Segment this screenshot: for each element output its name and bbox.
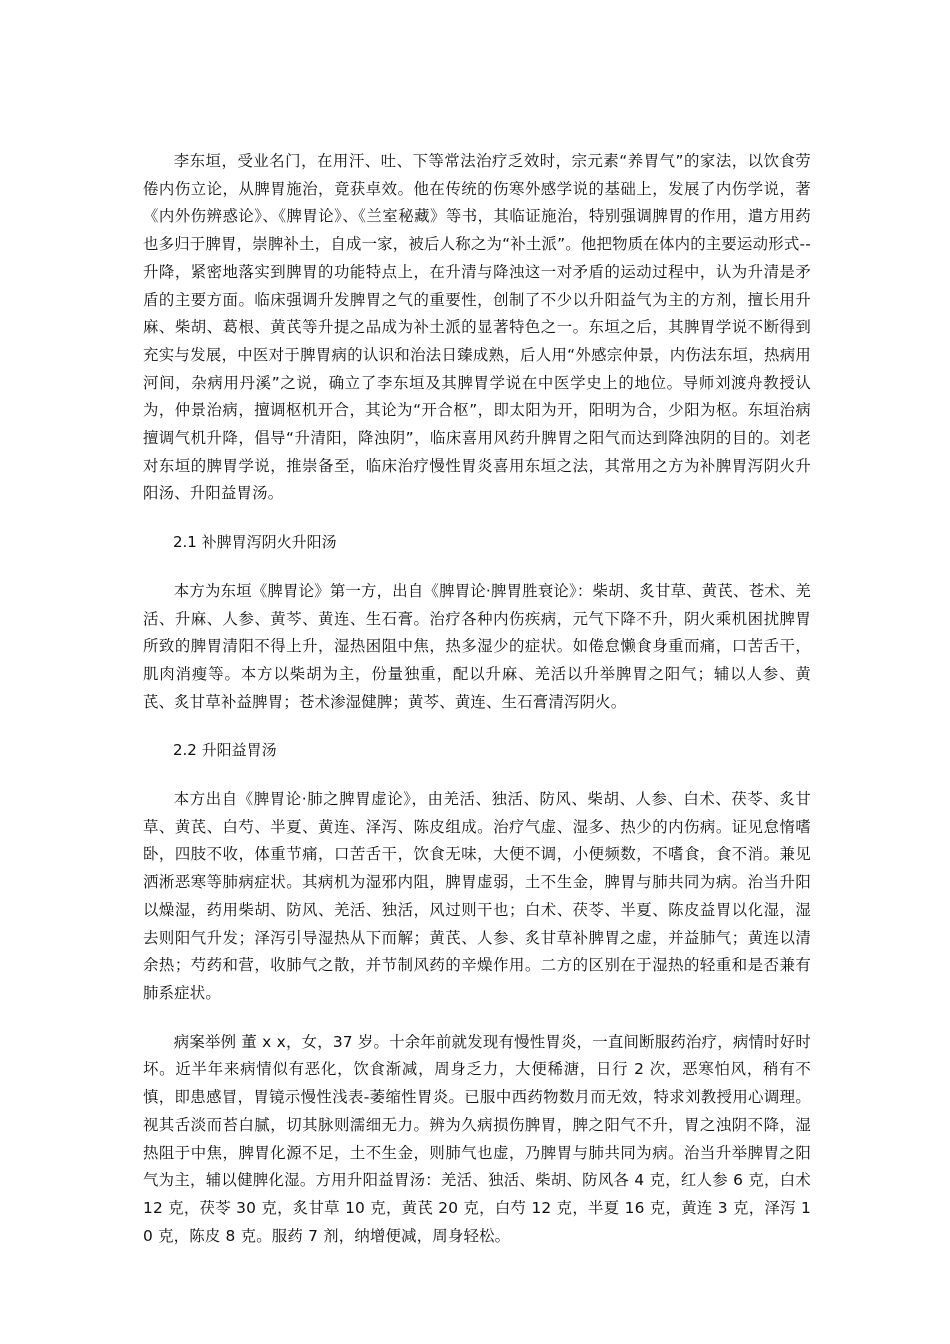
section-2-2-paragraph: 本方出自《脾胃论·肺之脾胃虚论》，由羌活、独活、防风、柴胡、人参、白术、茯苓、炙甘草、黄芪、白芍、半夏、黄连、泽泻、陈皮组成。治疗气虚、湿多、热少的内伤病。证见怠惰嗜卧，四肢不收，体重节痛，口苦舌干，饮食无味，大便不调，小便频数，不嗜食，食不消。兼见洒淅恶寒等肺病症状。其病机为湿邪内阻，脾胃虚弱，土不生金，脾胃与肺共同为病。治当升阳以燥湿，药用柴胡、防风、羌活、独活，风过则干也；白术、茯苓、半夏、陈皮益胃以化湿，湿去则阳气升发；泽泻引导湿热从下而解；黄芪、人参、炙甘草补脾胃之虚，并益肺气；黄连以清余热；芍药和营，收肺气之散，并节制风药的辛燥作用。二方的区别在于湿热的轻重和是否兼有肺系症状。 [143, 790, 811, 1002]
case-example-paragraph: 病案举例 董 x x，女，37 岁。十余年前就发现有慢性胃炎，一直间断服药治疗，病情时好时坏。近半年来病情似有恶化，饮食渐减，周身乏力，大便稀溏，日行 2 次，恶寒怕风，稍有不慎，即患感冒，胃镜示慢性浅表-萎缩性胃炎。已服中西药物数月而无效，特求刘教授用心调理。视其舌淡而苔白腻，切其脉则濡细无力。辨为久病损伤脾胃，脾之阳气不升，胃之浊阴不降，湿热阻于中焦，脾胃化源不足，土不生金，则肺气也虚，乃脾胃与肺共同为病。治当升举脾胃之阳气为主，辅以健脾化湿。方用升阳益胃汤：羌活、独活、柴胡、防风各 4 克，红人参 6 克，白术 12 克，茯苓 30 克，炙甘草 10 克，黄芪 20 克，白芍 12 克，半夏 16 克，黄连 3 克，泽泻 10 克，陈皮 8 克。服药 7 剂，纳增便减，周身轻松。 [143, 1032, 811, 1245]
section-2-1-paragraph: 本方为东垣《脾胃论》第一方，出自《脾胃论·脾胃胜衰论》：柴胡、炙甘草、黄芪、苍术、羌活、升麻、人参、黄芩、黄连、生石膏。治疗各种内伤疾病，元气下降不升，阴火乘机困扰脾胃所致的脾胃清阳不得上升，湿热困阻中焦，热多湿少的症状。如倦怠懒食身重而痛，口苦舌干，肌肉消瘦等。本方以柴胡为主，份量独重，配以升麻、羌活以升举脾胃之阳气；辅以人参、黄芪、炙甘草补益脾胃；苍术渗湿健脾；黄芩、黄连、生石膏清泻阴火。 [143, 581, 811, 711]
section-heading-2-2: 2.2 升阳益胃汤 [173, 741, 277, 760]
section-heading-2-1: 2.1 补脾胃泻阴火升阳汤 [173, 533, 337, 552]
intro-paragraph: 李东垣，受业名门，在用汗、吐、下等常法治疗乏效时，宗元素“养胃气”的家法，以饮食劳倦内伤立论，从脾胃施治，竟获卓效。他在传统的伤寒外感学说的基础上，发展了内伤学说，著《内外伤辨惑论》、《脾胃论》、《兰室秘藏》等书，其临证施治，特别强调脾胃的作用，遣方用药也多归于脾胃，崇脾补土，自成一家，被后人称之为“补土派”。他把物质在体内的主要运动形式--升降，紧密地落实到脾胃的功能特点上，在升清与降浊这一对矛盾的运动过程中，认为升清是矛盾的主要方面。临床强调升发脾胃之气的重要性，创制了不少以升阳益气为主的方剂，擅长用升麻、柴胡、葛根、黄芪等升提之品成为补土派的显著特色之一。东垣之后，其脾胃学说不断得到充实与发展，中医对于脾胃病的认识和治法日臻成熟，后人用“外感宗仲景，内伤法东垣，热病用河间，杂病用丹溪”之说，确立了李东垣及其脾胃学说在中医学史上的地位。导师刘渡舟教授认为，仲景治病，擅调枢机开合，其论为“开合枢”，即太阳为开，阳明为合，少阳为枢。东垣治病擅调气机升降，倡导“升清阳，降浊阴”，临床喜用风药升脾胃之阳气而达到降浊阴的目的。刘老对东垣的脾胃学说，推崇备至，临床治疗慢性胃炎喜用东垣之法，其常用之方为补脾胃泻阴火升阳汤、升阳益胃汤。 [143, 152, 811, 503]
document-page [143, 148, 811, 1250]
